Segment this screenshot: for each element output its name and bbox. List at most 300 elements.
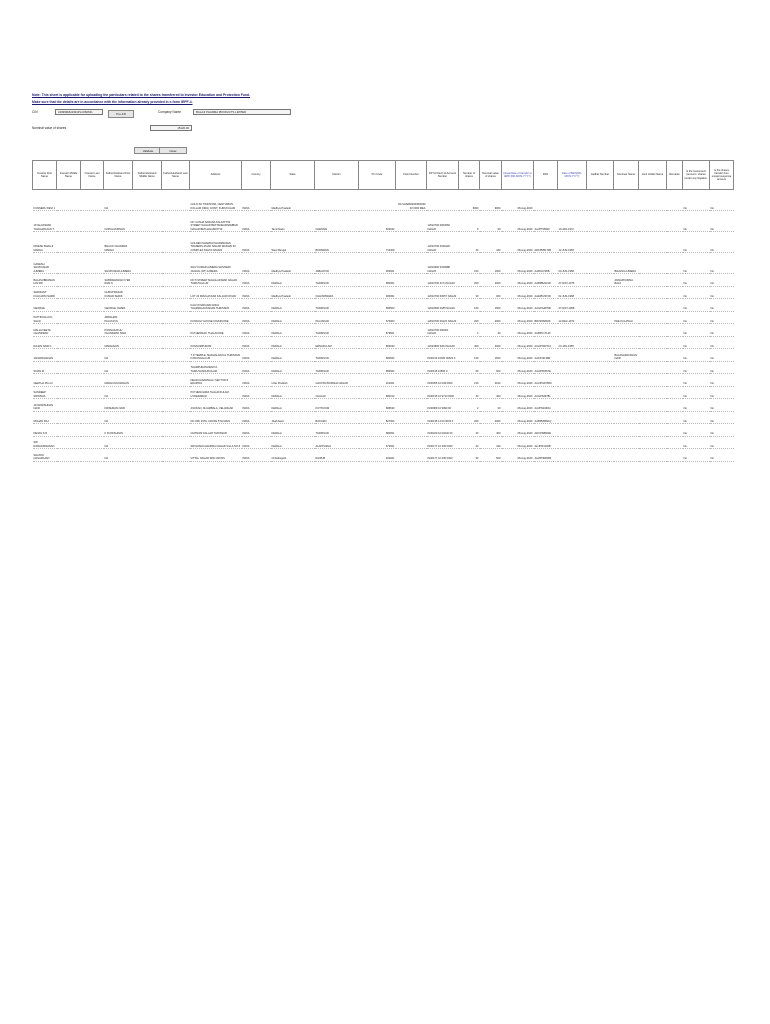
company-name-field[interactable]: BALAJI PHARMA PRODUCTS LIMITED bbox=[193, 109, 291, 115]
table-cell[interactable] bbox=[614, 374, 639, 387]
table-cell[interactable] bbox=[558, 324, 587, 337]
table-cell[interactable] bbox=[133, 274, 162, 287]
table-cell[interactable]: 680312 bbox=[359, 386, 396, 399]
table-cell[interactable]: THRISSUR bbox=[315, 324, 359, 337]
table-cell[interactable]: 40 bbox=[459, 386, 480, 399]
table-cell[interactable] bbox=[614, 449, 639, 462]
table-cell[interactable] bbox=[57, 299, 81, 312]
table-cell[interactable]: AAJPN3460G bbox=[534, 399, 558, 412]
table-cell[interactable]: No bbox=[710, 211, 734, 232]
table-cell[interactable] bbox=[396, 274, 427, 287]
table-cell[interactable] bbox=[133, 232, 162, 253]
table-cell[interactable]: NA bbox=[104, 411, 133, 424]
table-cell[interactable]: BRVPA6894K bbox=[534, 311, 558, 324]
table-cell[interactable]: VITTAL NAGAR 3RD CROSS bbox=[190, 449, 242, 462]
table-cell[interactable] bbox=[162, 374, 190, 387]
table-cell[interactable] bbox=[639, 411, 667, 424]
table-cell[interactable]: NEAR AANAMVALLI SECTOR 8 EDAPPAL bbox=[190, 374, 242, 387]
table-cell[interactable] bbox=[558, 399, 587, 412]
table-cell[interactable]: KUNNERU DEVI J bbox=[33, 190, 57, 211]
table-cell[interactable]: 44 bbox=[459, 232, 480, 253]
table-cell[interactable] bbox=[667, 324, 683, 337]
table-cell[interactable]: INDIA bbox=[242, 311, 271, 324]
table-cell[interactable] bbox=[639, 299, 667, 312]
table-cell[interactable]: 100 bbox=[459, 253, 480, 274]
table-cell[interactable]: No bbox=[683, 324, 710, 337]
table-cell[interactable]: BURDWAN bbox=[315, 232, 359, 253]
table-cell[interactable] bbox=[162, 299, 190, 312]
table-cell[interactable] bbox=[587, 399, 614, 412]
table-cell[interactable]: JAYALAKSHMI THIAGARAJAN T bbox=[33, 211, 57, 232]
table-cell[interactable] bbox=[396, 399, 427, 412]
table-cell[interactable]: NA bbox=[104, 449, 133, 462]
table-cell[interactable] bbox=[162, 336, 190, 349]
table-cell[interactable]: GURUPRASAD KUMAR SHRIK bbox=[104, 286, 133, 299]
table-cell[interactable] bbox=[162, 311, 190, 324]
table-cell[interactable]: 680301 bbox=[359, 274, 396, 287]
table-cell[interactable]: No bbox=[683, 361, 710, 374]
table-cell[interactable] bbox=[427, 190, 459, 211]
table-cell[interactable] bbox=[667, 374, 683, 387]
table-cell[interactable]: No bbox=[683, 274, 710, 287]
table-cell[interactable] bbox=[667, 299, 683, 312]
table-cell[interactable]: No bbox=[710, 324, 734, 337]
table-cell[interactable]: 2100 bbox=[480, 374, 502, 387]
table-cell[interactable] bbox=[81, 424, 104, 437]
table-cell[interactable] bbox=[81, 286, 104, 299]
table-cell[interactable]: 6000 bbox=[459, 190, 480, 211]
table-cell[interactable]: AAEPK2972R bbox=[534, 286, 558, 299]
table-cell[interactable]: 673001 bbox=[359, 436, 396, 449]
table-cell[interactable] bbox=[396, 286, 427, 299]
table-cell[interactable] bbox=[587, 232, 614, 253]
table-cell[interactable]: 27-NOV-1958 bbox=[558, 299, 587, 312]
table-cell[interactable] bbox=[81, 211, 104, 232]
table-cell[interactable]: GEORGE JAMES bbox=[104, 299, 133, 312]
table-cell[interactable] bbox=[81, 349, 104, 362]
table-cell[interactable]: 08-Aug-2020 bbox=[502, 190, 534, 211]
table-cell[interactable] bbox=[396, 211, 427, 232]
table-cell[interactable]: ALUPR4192B bbox=[534, 436, 558, 449]
table-cell[interactable]: SHIV KUMAR AJMERA SHIVNERI JAGDAL (RT) AJMERA bbox=[190, 253, 242, 274]
table-cell[interactable] bbox=[162, 386, 190, 399]
table-cell[interactable]: 400 bbox=[480, 424, 502, 437]
table-cell[interactable] bbox=[639, 374, 667, 387]
table-cell[interactable] bbox=[162, 424, 190, 437]
table-cell[interactable] bbox=[57, 449, 81, 462]
table-cell[interactable]: 08-Aug-2020 bbox=[502, 411, 534, 424]
table-cell[interactable]: SHRIKANT KULKARNI SHRIK bbox=[33, 286, 57, 299]
table-cell[interactable]: MADHAVAN bbox=[104, 336, 133, 349]
table-cell[interactable]: KERALA bbox=[271, 299, 315, 312]
table-cell[interactable]: No bbox=[710, 349, 734, 362]
table-cell[interactable]: IN30135 14 00 0003 0 bbox=[427, 411, 459, 424]
table-cell[interactable]: No bbox=[710, 336, 734, 349]
table-cell[interactable] bbox=[57, 411, 81, 424]
table-cell[interactable]: 20 bbox=[480, 399, 502, 412]
table-cell[interactable] bbox=[133, 436, 162, 449]
table-cell[interactable] bbox=[81, 386, 104, 399]
table-cell[interactable]: AAGPG2879K bbox=[534, 299, 558, 312]
table-cell[interactable] bbox=[81, 336, 104, 349]
table-cell[interactable]: IN30220 10 00240 00 bbox=[427, 424, 459, 437]
table-cell[interactable] bbox=[639, 449, 667, 462]
table-cell[interactable]: NA bbox=[104, 436, 133, 449]
table-cell[interactable]: BALANARAYANAN NAIR bbox=[614, 349, 639, 362]
table-cell[interactable] bbox=[667, 424, 683, 437]
table-cell[interactable] bbox=[57, 436, 81, 449]
table-cell[interactable]: No bbox=[710, 449, 734, 462]
table-cell[interactable]: NA bbox=[104, 361, 133, 374]
table-cell[interactable]: No bbox=[710, 374, 734, 387]
table-cell[interactable]: INDIA bbox=[242, 299, 271, 312]
table-cell[interactable]: 420 bbox=[480, 436, 502, 449]
table-cell[interactable]: 08-Aug-2020 bbox=[502, 399, 534, 412]
table-cell[interactable] bbox=[57, 361, 81, 374]
table-cell[interactable]: Uttar Pradesh bbox=[271, 374, 315, 387]
table-cell[interactable]: Chhattisgarh bbox=[271, 449, 315, 462]
table-cell[interactable] bbox=[667, 411, 683, 424]
table-cell[interactable]: 1600 bbox=[480, 299, 502, 312]
table-cell[interactable] bbox=[667, 253, 683, 274]
table-cell[interactable]: ANNAPOORNA BALA bbox=[614, 274, 639, 287]
table-cell[interactable] bbox=[639, 286, 667, 299]
table-cell[interactable]: JABALPUR bbox=[315, 253, 359, 274]
table-cell[interactable] bbox=[587, 324, 614, 337]
table-cell[interactable] bbox=[639, 399, 667, 412]
table-cell[interactable] bbox=[639, 232, 667, 253]
table-cell[interactable] bbox=[587, 190, 614, 211]
table-cell[interactable]: No bbox=[683, 211, 710, 232]
table-cell[interactable]: No bbox=[710, 399, 734, 412]
table-cell[interactable]: THRISSUR bbox=[315, 299, 359, 312]
table-cell[interactable] bbox=[587, 211, 614, 232]
table-cell[interactable]: 492001 bbox=[359, 449, 396, 462]
table-cell[interactable]: 12010700 0174 NAG20 bbox=[427, 274, 459, 287]
table-cell[interactable]: 680664 bbox=[359, 361, 396, 374]
table-cell[interactable]: 400 bbox=[480, 386, 502, 399]
table-cell[interactable]: SANDEEP SRINIVAS bbox=[33, 386, 57, 399]
table-cell[interactable]: 08-Aug-2020 bbox=[502, 211, 534, 232]
table-cell[interactable]: 40 bbox=[480, 324, 502, 337]
table-cell[interactable]: AAIPA4796B bbox=[534, 253, 558, 274]
table-cell[interactable]: 12010900 0159988 NAG20 bbox=[427, 253, 459, 274]
table-cell[interactable] bbox=[587, 311, 614, 324]
table-cell[interactable] bbox=[639, 253, 667, 274]
table-cell[interactable]: 02-JUN-1968 bbox=[558, 286, 587, 299]
table-cell[interactable]: No bbox=[710, 436, 734, 449]
table-cell[interactable] bbox=[667, 399, 683, 412]
table-cell[interactable]: No bbox=[710, 311, 734, 324]
table-cell[interactable] bbox=[133, 386, 162, 399]
table-cell[interactable]: 60 bbox=[459, 361, 480, 374]
table-cell[interactable] bbox=[81, 190, 104, 211]
table-cell[interactable]: K R KRISHNAN bbox=[104, 424, 133, 437]
table-cell[interactable] bbox=[81, 274, 104, 287]
table-cell[interactable]: No bbox=[683, 386, 710, 399]
table-cell[interactable]: IN30135 10560 0 bbox=[427, 361, 459, 374]
table-cell[interactable]: KERALA bbox=[271, 274, 315, 287]
table-cell[interactable]: THRISSUR bbox=[315, 274, 359, 287]
table-cell[interactable] bbox=[639, 211, 667, 232]
table-cell[interactable]: Madhya Pradesh bbox=[271, 253, 315, 274]
table-cell[interactable] bbox=[558, 411, 587, 424]
table-cell[interactable]: JAYAKRISHNAN NAIR bbox=[33, 399, 57, 412]
table-cell[interactable]: 201301 bbox=[359, 374, 396, 387]
table-cell[interactable]: West Bengal bbox=[271, 232, 315, 253]
table-cell[interactable] bbox=[587, 274, 614, 287]
table-cell[interactable]: ABRAHAM PALUKAYIL bbox=[104, 311, 133, 324]
table-cell[interactable] bbox=[639, 190, 667, 211]
table-cell[interactable] bbox=[396, 349, 427, 362]
table-cell[interactable]: IN30133 10180 00520 0 bbox=[427, 349, 459, 362]
table-cell[interactable]: No bbox=[683, 436, 710, 449]
table-cell[interactable]: 50 bbox=[459, 449, 480, 462]
table-cell[interactable]: No bbox=[710, 386, 734, 399]
table-cell[interactable]: KUNDULY HOUSE KOZHIKODE bbox=[190, 311, 242, 324]
table-cell[interactable] bbox=[534, 190, 558, 211]
table-cell[interactable] bbox=[57, 336, 81, 349]
table-cell[interactable]: PUTHENMALI THALAKODE bbox=[190, 324, 242, 337]
table-cell[interactable]: KERALA bbox=[271, 349, 315, 362]
table-cell[interactable]: MALLUVEETIL CHANDRAN bbox=[33, 324, 57, 337]
table-cell[interactable] bbox=[396, 449, 427, 462]
table-cell[interactable] bbox=[396, 374, 427, 387]
table-cell[interactable] bbox=[315, 190, 359, 211]
table-cell[interactable]: 680662 bbox=[359, 349, 396, 362]
table-cell[interactable]: 27-NOV-1975 bbox=[558, 274, 587, 287]
table-cell[interactable]: 08-Aug-2020 bbox=[502, 324, 534, 337]
table-cell[interactable]: 08-Aug-2020 bbox=[502, 274, 534, 287]
table-cell[interactable] bbox=[162, 232, 190, 253]
table-cell[interactable]: 500 bbox=[480, 449, 502, 462]
table-cell[interactable]: DEVAS K R bbox=[33, 424, 57, 437]
table-cell[interactable]: KERALA bbox=[271, 311, 315, 324]
table-cell[interactable]: AABPB2021D bbox=[534, 274, 558, 287]
table-cell[interactable] bbox=[133, 361, 162, 374]
table-cell[interactable]: 827004 bbox=[359, 411, 396, 424]
table-cell[interactable] bbox=[667, 361, 683, 374]
table-cell[interactable] bbox=[57, 374, 81, 387]
table-cell[interactable] bbox=[639, 311, 667, 324]
validate-button[interactable]: Validate bbox=[134, 147, 162, 154]
table-cell[interactable]: NA SHARE0000000030 00 0000 MEA bbox=[396, 190, 427, 211]
table-cell[interactable] bbox=[57, 232, 81, 253]
table-cell[interactable] bbox=[57, 324, 81, 337]
table-cell[interactable]: 210 bbox=[459, 374, 480, 387]
table-cell[interactable]: 679501 bbox=[359, 324, 396, 337]
table-cell[interactable]: KUNNUMPURAM bbox=[190, 336, 242, 349]
table-cell[interactable]: AAHPS0457E bbox=[534, 361, 558, 374]
table-cell[interactable] bbox=[558, 349, 587, 362]
table-cell[interactable]: GEORGE bbox=[33, 299, 57, 312]
table-cell[interactable]: IN30055 10 009 0000 bbox=[427, 374, 459, 387]
table-cell[interactable]: 08-Aug-2020 bbox=[502, 449, 534, 462]
table-cell[interactable]: 9000 bbox=[480, 190, 502, 211]
table-cell[interactable]: INDIA bbox=[242, 211, 271, 232]
table-cell[interactable] bbox=[396, 424, 427, 437]
table-cell[interactable]: 08-Aug-2020 bbox=[502, 361, 534, 374]
table-cell[interactable] bbox=[614, 211, 639, 232]
table-cell[interactable]: 03-JUN-1958 bbox=[558, 253, 587, 274]
table-cell[interactable] bbox=[667, 436, 683, 449]
table-cell[interactable]: Tamil Nadu bbox=[271, 211, 315, 232]
table-cell[interactable] bbox=[162, 411, 190, 424]
table-cell[interactable] bbox=[81, 311, 104, 324]
table-cell[interactable] bbox=[639, 324, 667, 337]
table-cell[interactable]: ADCPD8902E bbox=[534, 424, 558, 437]
table-cell[interactable]: 300 bbox=[480, 286, 502, 299]
table-cell[interactable] bbox=[396, 336, 427, 349]
table-cell[interactable]: 12010700 0003660 NAG20 bbox=[427, 211, 459, 232]
table-cell[interactable] bbox=[162, 274, 190, 287]
table-cell[interactable]: ADFPM5170R bbox=[534, 232, 558, 253]
table-cell[interactable]: AAKPJ2138R bbox=[534, 349, 558, 362]
table-cell[interactable]: THRISSUR bbox=[315, 361, 359, 374]
table-cell[interactable]: IN30089 10 9990 00 bbox=[427, 399, 459, 412]
table-cell[interactable] bbox=[639, 424, 667, 437]
table-cell[interactable] bbox=[81, 253, 104, 274]
table-cell[interactable]: MADHUSOODANAN bbox=[104, 374, 133, 387]
table-cell[interactable]: 08-Aug-2020 bbox=[502, 336, 534, 349]
table-cell[interactable]: 08-Aug-2020 bbox=[502, 386, 534, 399]
table-cell[interactable]: INDIA bbox=[242, 399, 271, 412]
table-cell[interactable]: No bbox=[710, 411, 734, 424]
table-cell[interactable] bbox=[558, 361, 587, 374]
table-cell[interactable]: PEE KALATHAI bbox=[614, 311, 639, 324]
table-cell[interactable] bbox=[81, 399, 104, 412]
table-cell[interactable] bbox=[57, 190, 81, 211]
table-cell[interactable] bbox=[57, 253, 81, 274]
table-cell[interactable]: 2000 bbox=[480, 411, 502, 424]
table-cell[interactable]: 200 bbox=[459, 274, 480, 287]
table-cell[interactable]: 200 bbox=[459, 411, 480, 424]
table-cell[interactable]: SRI RAMACHANDRA NAGAR VILLA NO 8 bbox=[190, 436, 242, 449]
table-cell[interactable]: No bbox=[683, 449, 710, 462]
table-cell[interactable]: NO 4 ASHA SADANA KALKATTIM STREET NAGAR BETTANEARNAMBUR NAGAR BETHAGAMATTHI bbox=[190, 211, 242, 232]
table-cell[interactable]: 713409 bbox=[359, 232, 396, 253]
table-cell[interactable]: 42 bbox=[459, 436, 480, 449]
table-cell[interactable]: 08-Aug-2020 bbox=[502, 299, 534, 312]
table-cell[interactable] bbox=[587, 449, 614, 462]
table-cell[interactable] bbox=[57, 211, 81, 232]
table-cell[interactable] bbox=[587, 349, 614, 362]
table-cell[interactable]: INDIA bbox=[242, 386, 271, 399]
table-cell[interactable] bbox=[162, 190, 190, 211]
table-cell[interactable] bbox=[133, 424, 162, 437]
prefill-button[interactable]: Pre-Fill bbox=[108, 110, 134, 118]
table-cell[interactable]: No bbox=[683, 336, 710, 349]
table-cell[interactable]: T D TEMPLE, MADHALAKKAL THRISSUR KODUNGALLUR bbox=[190, 349, 242, 362]
table-cell[interactable]: NO 5 STREET MAHALAKSHMI NAGAR THIRUVALLUR bbox=[190, 274, 242, 287]
table-cell[interactable] bbox=[587, 299, 614, 312]
table-cell[interactable]: 680001 bbox=[359, 424, 396, 437]
table-cell[interactable]: No bbox=[710, 361, 734, 374]
table-cell[interactable]: NA bbox=[104, 386, 133, 399]
table-cell[interactable]: 600042 bbox=[359, 211, 396, 232]
table-cell[interactable]: 12010700 000001 NAG20 bbox=[427, 324, 459, 337]
table-cell[interactable] bbox=[614, 336, 639, 349]
table-cell[interactable]: 08-Aug-2020 bbox=[502, 253, 534, 274]
table-cell[interactable]: GANESH SHIVKUMAR AJMERA bbox=[33, 253, 57, 274]
table-cell[interactable] bbox=[133, 190, 162, 211]
table-cell[interactable]: Jharkhand bbox=[271, 411, 315, 424]
table-cell[interactable] bbox=[667, 336, 683, 349]
table-cell[interactable]: 2000 bbox=[480, 274, 502, 287]
table-cell[interactable]: RAIPUR bbox=[315, 449, 359, 462]
table-cell[interactable] bbox=[396, 411, 427, 424]
table-cell[interactable]: GOPALAKRISHN bbox=[104, 211, 133, 232]
table-cell[interactable] bbox=[614, 286, 639, 299]
table-cell[interactable] bbox=[587, 374, 614, 387]
table-cell[interactable]: AABPC1714F bbox=[534, 324, 558, 337]
table-cell[interactable] bbox=[133, 449, 162, 462]
table-cell[interactable] bbox=[667, 211, 683, 232]
table-cell[interactable]: No bbox=[683, 299, 710, 312]
table-cell[interactable] bbox=[162, 324, 190, 337]
table-cell[interactable]: JANARDHANAN bbox=[33, 349, 57, 362]
table-cell[interactable]: 08-Aug-2020 bbox=[502, 374, 534, 387]
table-cell[interactable]: KERALA bbox=[271, 424, 315, 437]
table-cell[interactable]: NO 348, 15TH CROSS 5TH MAIN bbox=[190, 411, 242, 424]
table-cell[interactable] bbox=[614, 424, 639, 437]
table-cell[interactable] bbox=[558, 449, 587, 462]
table-cell[interactable] bbox=[587, 286, 614, 299]
table-cell[interactable] bbox=[667, 311, 683, 324]
table-cell[interactable]: No bbox=[683, 411, 710, 424]
table-cell[interactable]: 686630 bbox=[359, 399, 396, 412]
table-cell[interactable] bbox=[667, 386, 683, 399]
table-cell[interactable]: INDIA bbox=[242, 424, 271, 437]
table-cell[interactable]: INDIA bbox=[242, 349, 271, 362]
table-cell[interactable] bbox=[133, 411, 162, 424]
table-cell[interactable]: GEETHA PILLAI bbox=[33, 374, 57, 387]
table-cell[interactable]: INDIA bbox=[242, 232, 271, 253]
table-cell[interactable]: 08-Aug-2020 bbox=[502, 436, 534, 449]
table-cell[interactable] bbox=[614, 299, 639, 312]
table-cell[interactable]: NA bbox=[104, 349, 133, 362]
table-cell[interactable]: 08-Aug-2020 bbox=[502, 232, 534, 253]
table-cell[interactable] bbox=[396, 386, 427, 399]
table-cell[interactable]: No bbox=[683, 349, 710, 362]
table-cell[interactable] bbox=[587, 361, 614, 374]
table-cell[interactable]: IN30177 10 200 0000 bbox=[427, 436, 459, 449]
table-cell[interactable]: No bbox=[710, 274, 734, 287]
table-cell[interactable]: CHENNAI bbox=[315, 211, 359, 232]
table-cell[interactable]: No bbox=[683, 374, 710, 387]
table-cell[interactable]: KALIYATHIKANDI ADDA THAMPALAKKADAM THRISSUR bbox=[190, 299, 242, 312]
table-cell[interactable]: 600 bbox=[480, 361, 502, 374]
table-cell[interactable] bbox=[614, 361, 639, 374]
table-cell[interactable]: 12010700 00123 NAG20 bbox=[427, 311, 459, 324]
table-cell[interactable] bbox=[667, 190, 683, 211]
table-cell[interactable] bbox=[162, 286, 190, 299]
table-cell[interactable] bbox=[396, 311, 427, 324]
table-cell[interactable]: SHANTA NAGARAJAN bbox=[33, 449, 57, 462]
table-cell[interactable]: GOLDEN SHARDA PHARMACIES TRADERS ROAD NAGAR WADHAI 60 COMPLEX ASHTA NAVADI bbox=[190, 232, 242, 253]
table-cell[interactable] bbox=[133, 311, 162, 324]
table-cell[interactable]: PONNAKATHU CHANDRAN NAIR bbox=[104, 324, 133, 337]
table-cell[interactable]: SRI RAMAKRISHNAN bbox=[33, 436, 57, 449]
table-cell[interactable]: INDIA bbox=[242, 336, 271, 349]
table-cell[interactable] bbox=[667, 286, 683, 299]
table-cell[interactable] bbox=[587, 336, 614, 349]
table-cell[interactable]: INDIA bbox=[242, 449, 271, 462]
table-cell[interactable]: ASOKAN, NH AMBALA, VELANGAD bbox=[190, 399, 242, 412]
table-cell[interactable]: ACHPN3371A bbox=[534, 336, 558, 349]
table-cell[interactable] bbox=[396, 232, 427, 253]
table-cell[interactable]: INDIA bbox=[242, 253, 271, 274]
